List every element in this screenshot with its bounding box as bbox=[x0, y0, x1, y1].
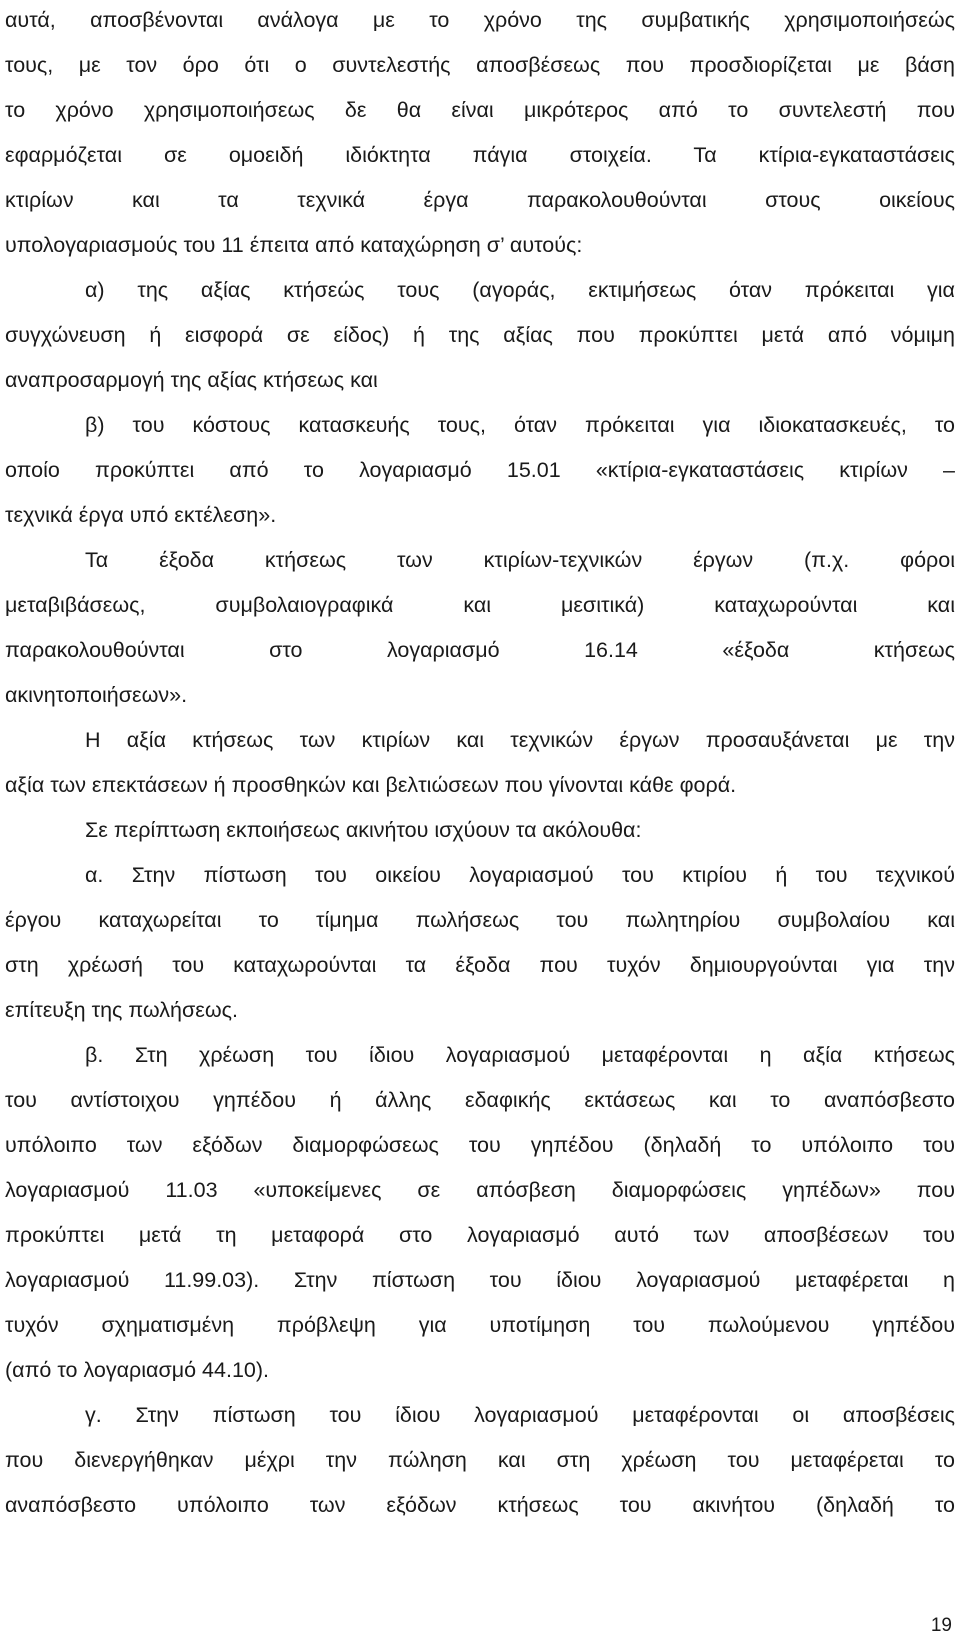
text-line: προκύπτει μετά τη μεταφορά στο λογαριασμό αυτό των αποσβέσεων του bbox=[5, 1223, 955, 1247]
text-line: τους, με τον όρο ότι ο συντελεστής αποσβέσεως που προσδιορίζεται με βάση bbox=[5, 53, 955, 77]
text-line: αναπροσαρμογή της αξίας κτήσεως και bbox=[5, 368, 378, 392]
text-line: β) του κόστους κατασκευής τους, όταν πρόκειται για ιδιοκατασκευές, το bbox=[85, 413, 955, 437]
text-line: εφαρμόζεται σε ομοειδή ιδιόκτητα πάγια στοιχεία. Τα κτίρια-εγκαταστάσεις bbox=[5, 143, 955, 167]
text-line: τυχόν σχηματισμένη πρόβλεψη για υποτίμηση του πωλούμενου γηπέδου bbox=[5, 1313, 955, 1337]
text-line: τεχνικά έργα υπό εκτέλεση». bbox=[5, 503, 277, 527]
text-line: οποίο προκύπτει από το λογαριασμό 15.01 «κτίρια-εγκαταστάσεις κτιρίων – bbox=[5, 458, 955, 482]
text-line: που διενεργήθηκαν μέχρι την πώληση και στη χρέωση του μεταφέρεται το bbox=[5, 1448, 955, 1472]
text-line: αυτά, αποσβένονται ανάλογα με το χρόνο της συμβατικής χρησιμοποιήσεώς bbox=[5, 8, 955, 32]
text-line: επίτευξη της πωλήσεως. bbox=[5, 998, 238, 1022]
text-line: συγχώνευση ή εισφορά σε είδος) ή της αξίας που προκύπτει μετά από νόμιμη bbox=[5, 323, 955, 347]
text-line: α. Στην πίστωση του οικείου λογαριασμού του κτιρίου ή του τεχνικού bbox=[85, 863, 955, 887]
text-line: λογαριασμού 11.03 «υποκείμενες σε απόσβεση διαμορφώσεις γηπέδων» που bbox=[5, 1178, 955, 1202]
text-line: α) της αξίας κτήσεώς τους (αγοράς, εκτιμήσεως όταν πρόκειται για bbox=[85, 278, 955, 302]
text-line: έργου καταχωρείται το τίμημα πωλήσεως του πωλητηρίου συμβολαίου και bbox=[5, 908, 955, 932]
text-line: το χρόνο χρησιμοποιήσεως δε θα είναι μικρότερος από το συντελεστή που bbox=[5, 98, 955, 122]
text-line: β. Στη χρέωση του ίδιου λογαριασμού μεταφέρονται η αξία κτήσεως bbox=[85, 1043, 955, 1067]
text-line: Τα έξοδα κτήσεως των κτιρίων-τεχνικών έργων (π.χ. φόροι bbox=[85, 548, 955, 572]
text-line: λογαριασμού 11.99.03). Στην πίστωση του ίδιου λογαριασμού μεταφέρεται η bbox=[5, 1268, 955, 1292]
text-line: υπολογαριασμούς του 11 έπειτα από καταχώρηση σ’ αυτούς: bbox=[5, 233, 583, 257]
text-line: παρακολουθούνται στο λογαριασμό 16.14 «έξοδα κτήσεως bbox=[5, 638, 955, 662]
document-page bbox=[5, 0, 955, 1651]
text-line: του αντίστοιχου γηπέδου ή άλλης εδαφικής εκτάσεως και το αναπόσβεστο bbox=[5, 1088, 955, 1112]
text-line: (από το λογαριασμό 44.10). bbox=[5, 1358, 269, 1382]
page-number: 19 bbox=[930, 1615, 952, 1636]
text-line: υπόλοιπο των εξόδων διαμορφώσεως του γηπέδου (δηλαδή το υπόλοιπο του bbox=[5, 1133, 955, 1157]
text-line: κτιρίων και τα τεχνικά έργα παρακολουθούνται στους οικείους bbox=[5, 188, 955, 212]
text-line: στη χρέωσή του καταχωρούνται τα έξοδα που τυχόν δημιουργούνται για την bbox=[5, 953, 955, 977]
text-line: αξία των επεκτάσεων ή προσθηκών και βελτιώσεων που γίνονται κάθε φορά. bbox=[5, 773, 737, 797]
text-line: ακινητοποιήσεων». bbox=[5, 683, 188, 707]
text-line: γ. Στην πίστωση του ίδιου λογαριασμού μεταφέρονται οι αποσβέσεις bbox=[85, 1403, 955, 1427]
text-line: αναπόσβεστο υπόλοιπο των εξόδων κτήσεως του ακινήτου (δηλαδή το bbox=[5, 1493, 955, 1517]
text-line: Η αξία κτήσεως των κτιρίων και τεχνικών έργων προσαυξάνεται με την bbox=[85, 728, 955, 752]
text-line: Σε περίπτωση εκποιήσεως ακινήτου ισχύουν τα ακόλουθα: bbox=[85, 818, 642, 842]
text-line: μεταβιβάσεως, συμβολαιογραφικά και μεσιτικά) καταχωρούνται και bbox=[5, 593, 955, 617]
